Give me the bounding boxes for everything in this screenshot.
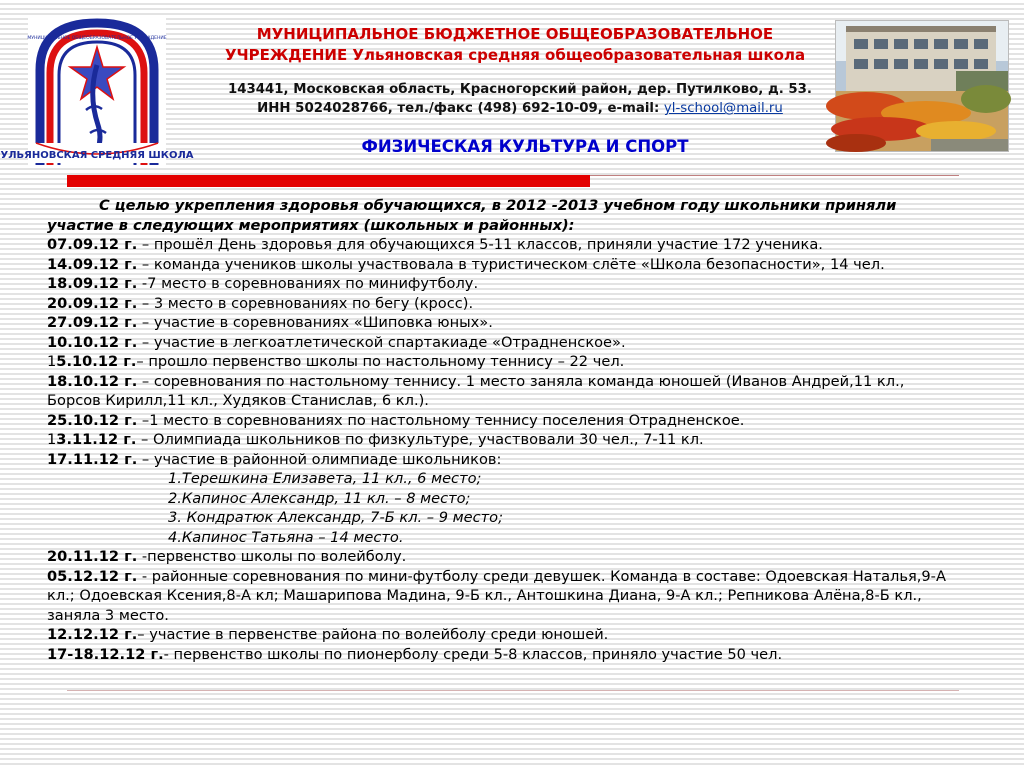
institution-name xyxy=(180,24,850,66)
institution-name-line1: МУНИЦИПАЛЬНОЕ БЮДЖЕТНОЕ ОБЩЕОБРАЗОВАТЕЛЬНОЕ xyxy=(256,25,774,43)
event-item xyxy=(47,430,962,450)
event-text: – 3 место в соревнованиях по бегу (кросс). xyxy=(137,294,474,312)
event-date: 14.09.12 г. xyxy=(47,255,138,273)
event-item xyxy=(47,645,962,665)
event-text: – участие в легкоатлетической спартакиаде «Отрадненское». xyxy=(137,333,626,351)
event-item xyxy=(47,333,962,353)
event-text: – команда учеников школы участвовала в туристическом слёте «Школа безопасности», 14 чел. xyxy=(137,255,885,273)
olympiad-place-item: 1.Терешкина Елизавета, 11 кл., 6 место; xyxy=(168,470,482,487)
section-title: ФИЗИЧЕСКАЯ КУЛЬТУРА И СПОРТ xyxy=(361,137,689,156)
event-date: 3.11.12 г. xyxy=(56,431,137,448)
event-date-prefix: 1 xyxy=(47,431,57,448)
event-text: -7 место в соревнованиях по минифутболу. xyxy=(137,275,479,292)
olympiad-place-item: 4.Капинос Татьяна – 14 место. xyxy=(168,528,404,546)
school-photo xyxy=(835,20,1009,152)
school-logo xyxy=(0,15,194,167)
event-date: 17.11.12 г. xyxy=(47,450,138,468)
event-text: – соревнования по настольному теннису. 1 место заняла команда юношей (Иванов Андрей,11 кл., Борсов Кирилл,11 кл., Худяков Станислав, 6 кл.). xyxy=(47,372,905,409)
email-link[interactable]: yl-school@mail.ru xyxy=(663,101,783,116)
institution-name-line2: УЧРЕЖДЕНИЕ Ульяновская средняя общеобразовательная школа xyxy=(224,46,806,64)
event-date: 10.10.12 г. xyxy=(47,333,138,351)
event-item xyxy=(47,235,962,255)
event-item xyxy=(47,255,962,275)
sport-events-text xyxy=(47,196,962,664)
intro-paragraph: С целью укрепления здоровья обучающихся, в 2012 -2013 учебном году школьники приняли участие в следующих мероприятиях (школьных и районных): xyxy=(47,197,897,234)
event-item xyxy=(47,274,962,294)
footer-divider-line xyxy=(67,690,959,691)
title-divider-red-bar xyxy=(67,175,590,187)
event-item xyxy=(47,294,962,314)
event-text: – участие в районной олимпиаде школьников: xyxy=(137,450,502,468)
event-text: – прошло первенство школы по настольному теннису – 22 чел. xyxy=(136,353,625,370)
event-item xyxy=(47,450,962,470)
event-date: 20.11.12 г. xyxy=(47,548,138,565)
event-item xyxy=(47,567,962,626)
event-text: –1 место в соревнованиях по настольному теннису поселения Отрадненское. xyxy=(137,411,745,429)
event-date-prefix: 1 xyxy=(47,353,57,370)
event-date: 07.09.12 г. xyxy=(47,236,138,253)
logo-top-text: МУНИЦИПАЛЬНОЕ ОБЩЕОБРАЗОВАТЕЛЬНОЕ УЧРЕЖДЕНИЕ xyxy=(27,36,167,41)
olympiad-place-item: 2.Капинос Александр, 11 кл. – 8 место; xyxy=(168,489,471,507)
event-date: 20.09.12 г. xyxy=(47,294,138,312)
logo-bottom-text: УЛЬЯНОВСКАЯ СРЕДНЯЯ ШКОЛА xyxy=(0,150,194,161)
institution-contacts xyxy=(190,80,850,118)
event-item xyxy=(47,313,962,333)
event-text: – участие в первенстве района по волейболу среди юношей. xyxy=(137,626,609,643)
event-text: -первенство школы по волейболу. xyxy=(137,548,407,565)
event-item xyxy=(47,625,962,645)
event-date: 12.12.12 г. xyxy=(47,626,138,643)
event-item xyxy=(47,352,962,372)
contact-prefix: ИНН 5024028766, тел./факс (498) 692-10-09, e-mail: xyxy=(257,101,664,116)
event-text: - первенство школы по пионерболу среди 5-8 классов, приняло участие 50 чел. xyxy=(163,645,783,663)
event-text: – участие в соревнованиях «Шиповка юных». xyxy=(137,314,493,331)
event-item xyxy=(47,411,962,431)
event-date: 18.10.12 г. xyxy=(47,372,138,390)
contact-line xyxy=(190,99,850,118)
event-date: 17-18.12.12 г. xyxy=(47,645,164,663)
event-date: 05.12.12 г. xyxy=(47,567,138,585)
event-date: 27.09.12 г. xyxy=(47,314,138,331)
event-text: - районные соревнования по мини-футболу среди девушек. Команда в составе: Одоевская Наталья,9-А кл.; Одоевская Ксения,8-А кл; Машарипова Мадина, 9-Б кл., Антошкина Диана, 9-А кл.; Репникова Алёна,8-Б кл., заняла 3 место. xyxy=(47,567,946,624)
address: 143441, Московская область, Красногорский район, дер. Путилково, д. 53. xyxy=(228,82,812,97)
event-text: – прошёл День здоровья для обучающихся 5-11 классов, приняли участие 172 ученика. xyxy=(137,236,823,253)
event-date: 18.09.12 г. xyxy=(47,275,138,292)
event-date: 5.10.12 г. xyxy=(56,353,137,370)
event-date: 25.10.12 г. xyxy=(47,411,138,429)
event-text: – Олимпиада школьников по физкультуре, участвовали 30 чел., 7-11 кл. xyxy=(136,431,704,448)
olympiad-place-item: 3. Кондратюк Александр, 7-Б кл. – 9 место; xyxy=(168,509,504,526)
event-item xyxy=(47,372,962,411)
event-item xyxy=(47,547,962,567)
